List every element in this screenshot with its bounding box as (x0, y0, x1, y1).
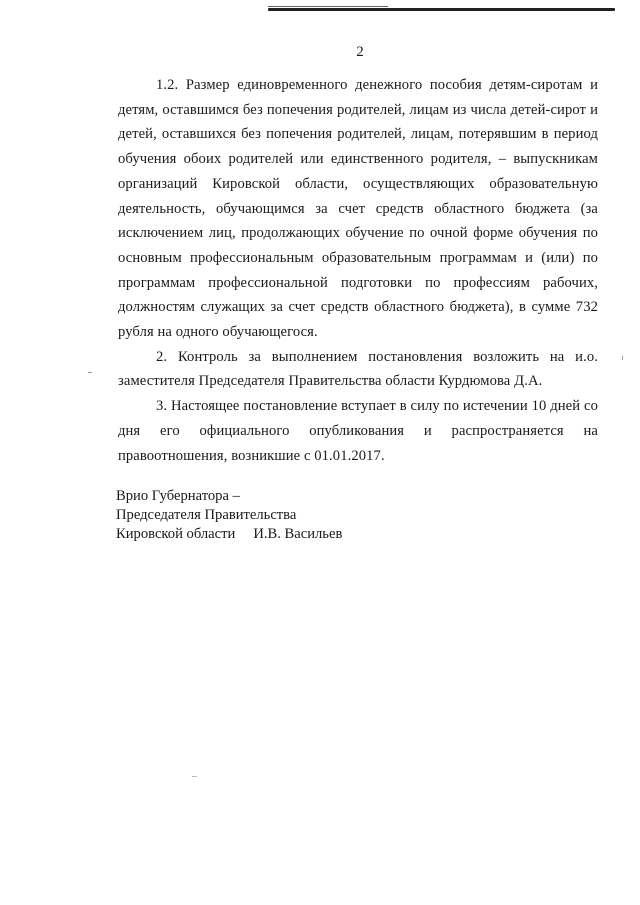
signature-title-line-2: Председателя Правительства (116, 507, 297, 523)
header-rule (268, 8, 615, 11)
signatory-name: И.В. Васильев (253, 526, 343, 542)
document-body (118, 73, 598, 468)
paragraph-2: 2. Контроль за выполнением постановления возложить на и.о. заместителя Председателя Правительства области Курдюмова Д.А. (118, 348, 598, 390)
paragraph-3: 3. Настоящее постановление вступает в силу по истечении 10 дней со дня его официального опубликования и распространяется на правоотношения, возникшие с 01.01.2017. (118, 398, 598, 464)
page-number: 2 (356, 44, 364, 60)
scan-mark-left (88, 372, 92, 373)
signature-organization: Кировской области (116, 526, 236, 542)
signature-block (116, 487, 342, 544)
signature-title-line-3 (116, 525, 342, 544)
header-rule-thin (268, 6, 388, 7)
scan-mark-bottom (192, 776, 197, 777)
signature-title-line-1: Врио Губернатора – (116, 488, 240, 504)
paragraph-1-2: 1.2. Размер единовременного денежного пособия детям-сиротам и детям, оставшимся без попечения родителей, лицам из числа детей-сирот и детей, оставшихся без попечения родителей, лицам, потерявшим в период обучения обоих родителей или единственного родителя, – выпускникам организаций Кировской области, осуществляющих образовательную деятельность, обучающимся за счет средств областного бюджета (за исключением лиц, продолжающих обучение по очной форме обучения по основным профессиональным образовательным программам и (или) по программам профессиональной подготовки по профессиям рабочих, должностям служащих за счет средств областного бюджета), в сумме 732 рубля на одного обучающегося. (118, 77, 598, 341)
scan-mark-right (622, 356, 623, 360)
